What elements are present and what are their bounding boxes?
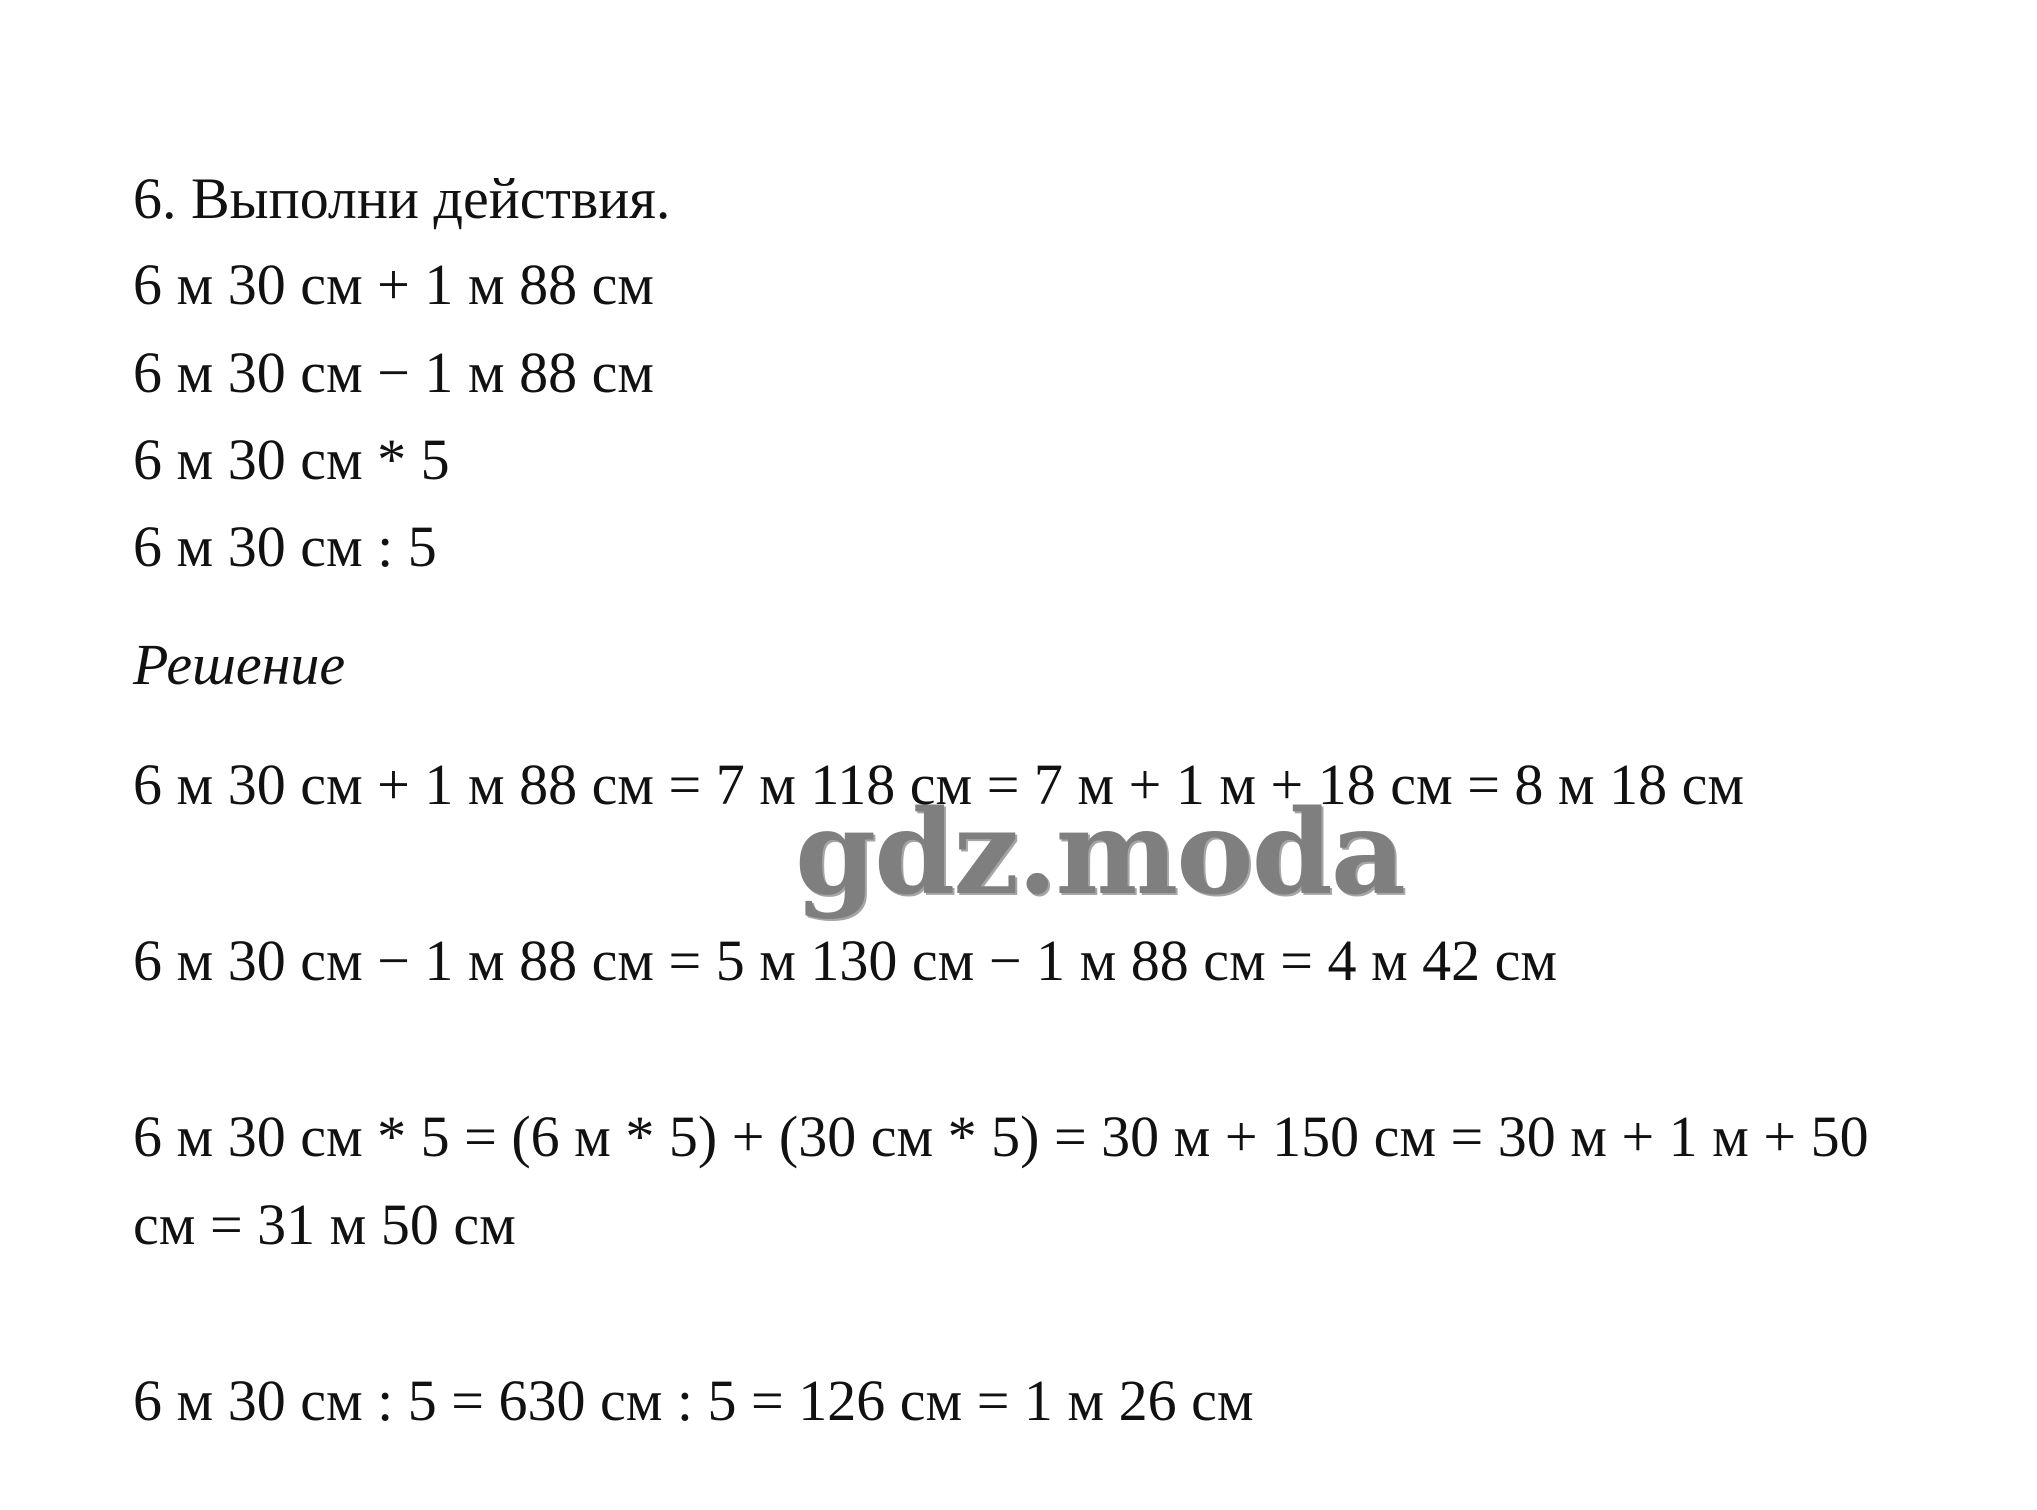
task-expression-division: 6 м 30 см : 5 (133, 514, 437, 579)
task-title: 6. Выполни действия. (133, 166, 671, 231)
solution-line-multiplication: 6 м 30 см * 5 = (6 м * 5) + (30 см * 5) = 30 м + 150 см = 30 м + 1 м + 50 (133, 1104, 1869, 1169)
task-expression-subtraction: 6 м 30 см − 1 м 88 см (133, 340, 655, 405)
solution-line-subtraction: 6 м 30 см − 1 м 88 см = 5 м 130 см − 1 м 88 см = 4 м 42 см (133, 928, 1558, 993)
solution-line-addition: 6 м 30 см + 1 м 88 см = 7 м 118 см = 7 м + 1 м + 18 см = 8 м 18 см (133, 752, 1745, 817)
solution-line-division: 6 м 30 см : 5 = 630 см : 5 = 126 см = 1 м 26 см (133, 1368, 1254, 1433)
task-expression-addition: 6 м 30 см + 1 м 88 см (133, 252, 655, 317)
task-expression-multiplication: 6 м 30 см * 5 (133, 427, 450, 492)
solution-line-multiplication-continued: см = 31 м 50 см (133, 1192, 516, 1257)
solution-heading: Решение (133, 632, 346, 697)
watermark-logo: gdz.moda (795, 785, 1404, 921)
